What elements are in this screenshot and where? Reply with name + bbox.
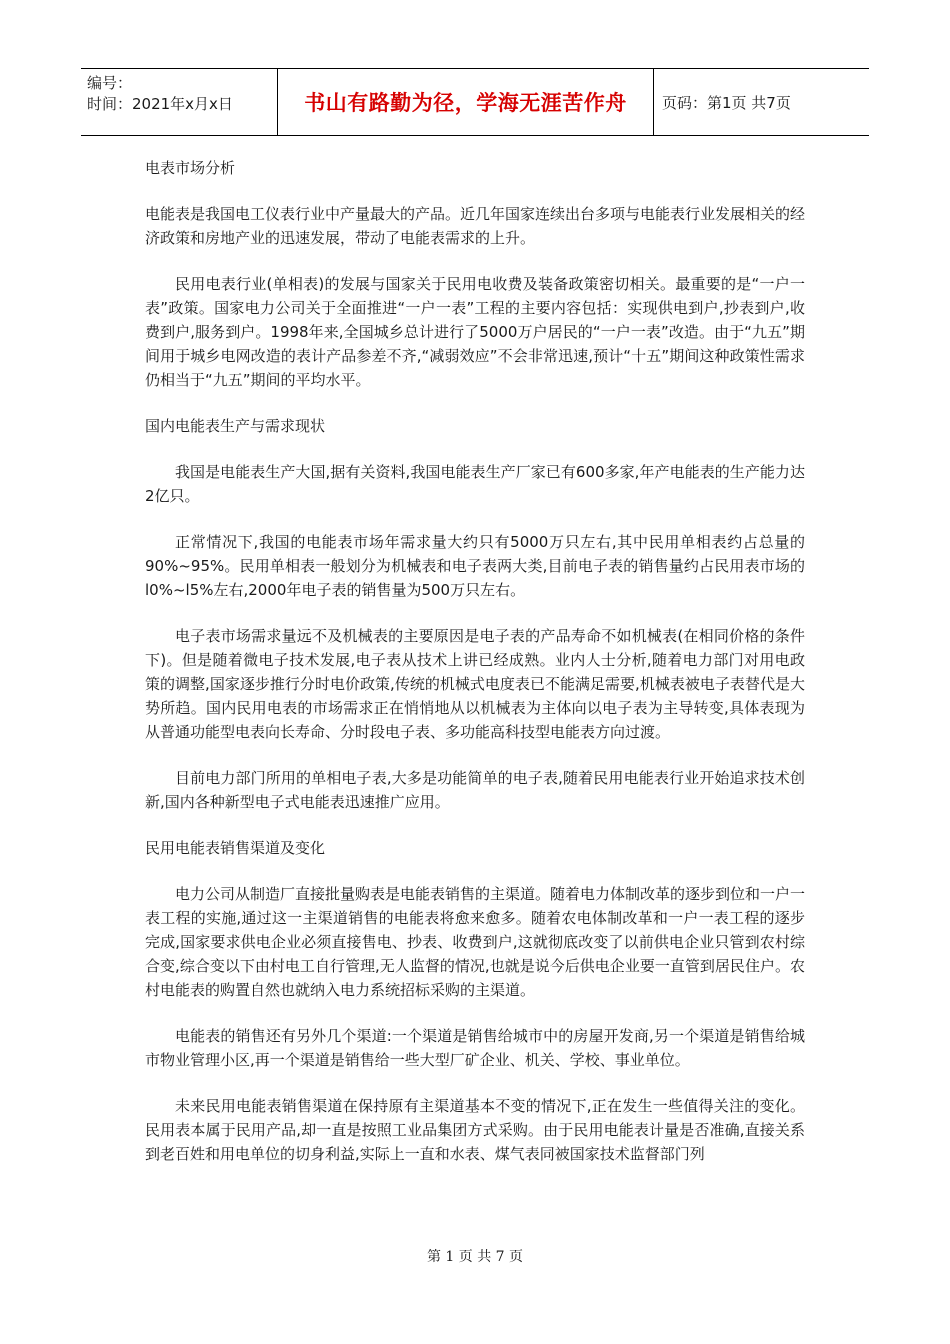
paragraph: 电力公司从制造厂直接批量购表是电能表销售的主渠道。随着电力体制改革的逐步到位和一户一表工程的实施,通过这一主渠道销售的电能表将愈来愈多。随着农电体制改革和一户一表工程的逐步完成,国家要求供电企业必须直接售电、抄表、收费到户,这就彻底改变了以前供电企业只管到农村综合变,综合变以下由村电工自行管理,无人监督的情况,也就是说今后供电企业要一直管到居民住户。农村电能表的购置自然也就纳入电力系统招标采购的主渠道。 bbox=[145, 885, 806, 999]
paragraph: 目前电力部门所用的单相电子表,大多是功能简单的电子表,随着民用电能表行业开始追求技术创新,国内各种新型电子式电能表迅速推广应用。 bbox=[145, 769, 805, 811]
document-number-label: 编号： bbox=[87, 74, 133, 92]
paragraph: 正常情况下,我国的电能表市场年需求量大约只有5000万只左右,其中民用单相表约占总量的90%~95%。民用单相表一般划分为机械表和电子表两大类,目前电子表的销售量约占民用表市场的l0%~l5%左右,2000年电子表的销售量为500万只左右。 bbox=[145, 533, 805, 599]
paragraph: 电子表市场需求量远不及机械表的主要原因是电子表的产品寿命不如机械表(在相同价格的条件下)。但是随着微电子技术发展,电子表从技术上讲已经成熟。业内人士分析,随着电力部门对用电政策的调整,国家逐步推行分时电价政策,传统的机械式电度表已不能满足需要,机械表被电子表替代是大势所趋。国内民用电表的市场需求正在悄悄地从以机械表为主体向以电子表为主导转变,具体表现为从普通功能型电表向长寿命、分时段电子表、多功能高科技型电能表方向过渡。 bbox=[145, 627, 805, 741]
header-motto-cell bbox=[278, 69, 654, 135]
document-body bbox=[145, 156, 805, 1188]
section-heading: 国内电能表生产与需求现状 bbox=[145, 417, 326, 435]
header-motto: 书山有路勤为径，学海无涯苦作舟 bbox=[304, 91, 627, 115]
header-meta bbox=[81, 69, 278, 135]
header-page-cell bbox=[654, 69, 869, 135]
page-header bbox=[81, 68, 869, 136]
page-footer: 第 1 页 共 7 页 bbox=[426, 1249, 524, 1265]
section-heading: 民用电能表销售渠道及变化 bbox=[145, 839, 326, 857]
paragraph: 我国是电能表生产大国,据有关资料,我国电能表生产厂家已有600多家,年产电能表的生产能力达2亿只。 bbox=[145, 463, 805, 505]
paragraph: 未来民用电能表销售渠道在保持原有主渠道基本不变的情况下,正在发生一些值得关注的变化。民用表本属于民用产品,却一直是按照工业品集团方式采购。由于民用电能表计量是否准确,直接关系到老百姓和用电单位的切身利益,实际上一直和水表、煤气表同被国家技术监督部门列 bbox=[145, 1097, 805, 1163]
document-title: 电表市场分析 bbox=[145, 159, 236, 177]
header-page-label: 页码：第1页 共7页 bbox=[662, 93, 791, 112]
paragraph: 电能表的销售还有另外几个渠道:一个渠道是销售给城市中的房屋开发商,另一个渠道是销售给城市物业管理小区,再一个渠道是销售给一些大型厂矿企业、机关、学校、事业单位。 bbox=[145, 1027, 805, 1069]
paragraph: 民用电表行业(单相表)的发展与国家关于民用电收费及装备政策密切相关。最重要的是“一户一表”政策。国家电力公司关于全面推进“一户一表”工程的主要内容包括：实现供电到户,抄表到户,收费到户,服务到户。1998年来,全国城乡总计进行了5000万户居民的“一户一表”改造。由于“九五”期间用于城乡电网改造的表计产品参差不齐,“减弱效应”不会非常迅速,预计“十五”期间这种政策性需求仍相当于“九五”期间的平均水平。 bbox=[145, 275, 805, 389]
paragraph: 电能表是我国电工仪表行业中产量最大的产品。近几年国家连续出台多项与电能表行业发展相关的经济政策和房地产业的迅速发展，带动了电能表需求的上升。 bbox=[145, 205, 806, 247]
document-time-label: 时间：2021年x月x日 bbox=[87, 95, 233, 113]
